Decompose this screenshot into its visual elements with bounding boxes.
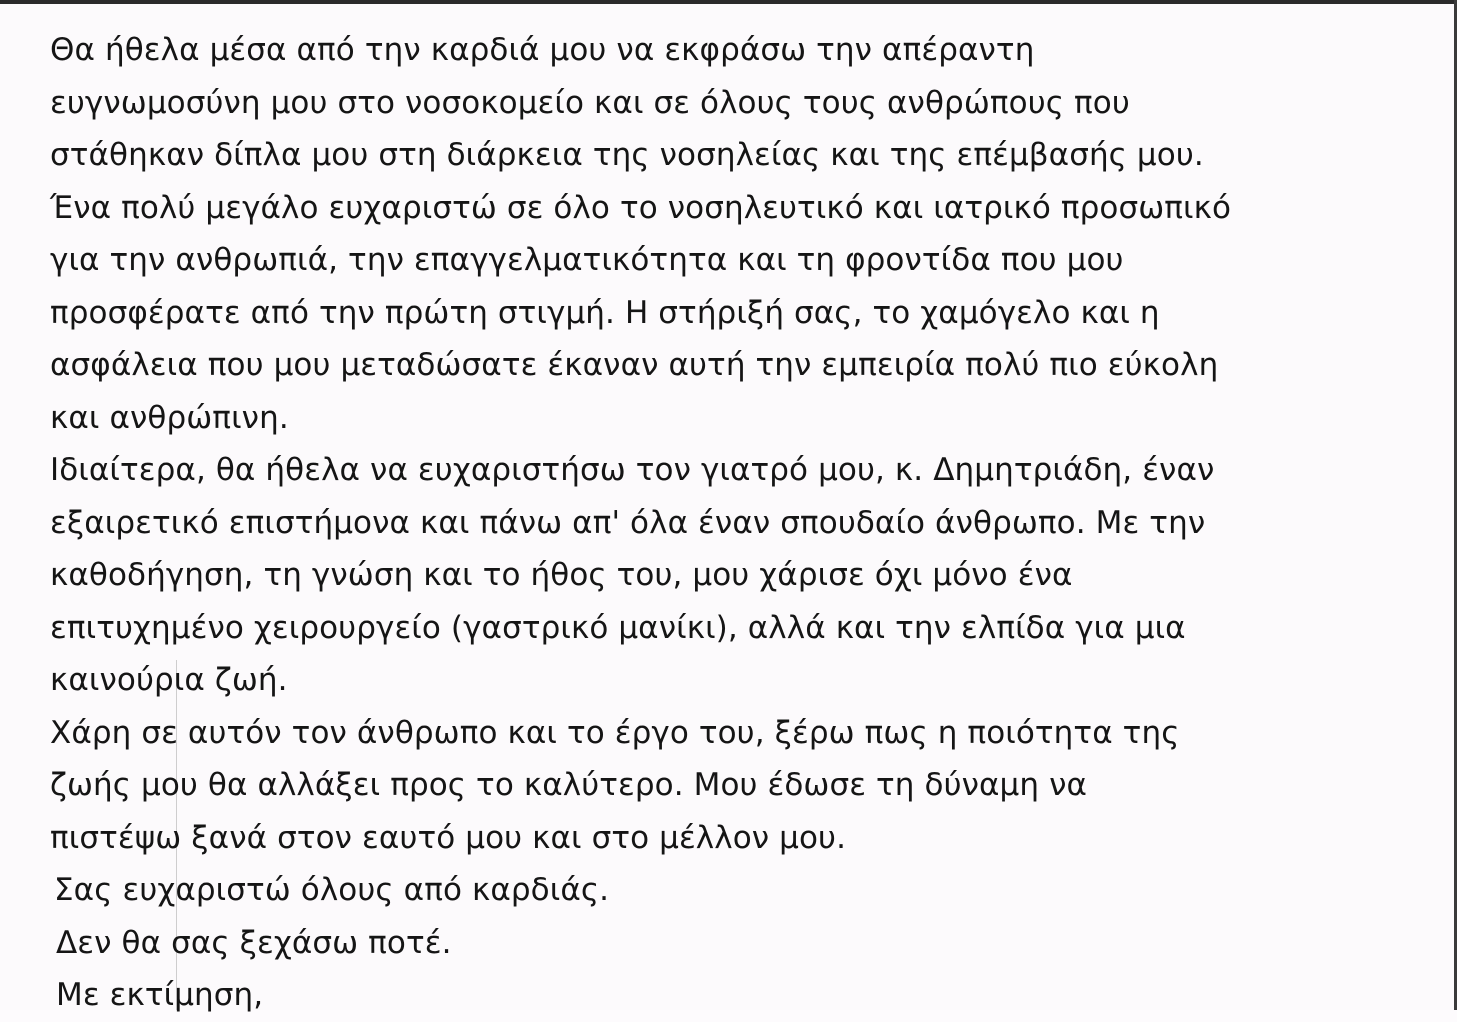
letter-line-17: Σας ευχαριστώ όλους από καρδιάς. — [54, 872, 610, 908]
letter-line-2: ευγνωμοσύνη μου στο νοσοκομείο και σε όλους τους ανθρώπους που — [50, 84, 1130, 121]
letter-line-7: ασφάλεια που μου μεταδώσατε έκαναν αυτή την εμπειρία πολύ πιο εύκολη — [50, 347, 1219, 383]
letter-line-1: Θα ήθελα μέσα από την καρδιά μου να εκφράσω την απέραντη — [50, 32, 1035, 68]
letter-closing: Με εκτίμηση, — [56, 977, 264, 1013]
letter-line-8: και ανθρώπινη. — [50, 399, 289, 436]
scan-border-top — [0, 0, 1457, 4]
letter-line-12: επιτυχημένο χειρουργείο (γαστρικό μανίκι), αλλά και την ελπίδα για μια — [50, 609, 1186, 646]
letter-line-18: Δεν θα σας ξεχάσω ποτέ. — [56, 924, 452, 961]
letter-line-5: για την ανθρωπιά, την επαγγελματικότητα και τη φροντίδα που μου — [50, 242, 1124, 278]
letter-line-6: προσφέρατε από την πρώτη στιγμή. Η στήριξή σας, το χαμόγελο και η — [50, 294, 1160, 331]
letter-line-11: καθοδήγηση, τη γνώση και το ήθος του, μου χάρισε όχι μόνο ένα — [50, 557, 1073, 593]
letter-body — [50, 24, 1440, 1022]
letter-line-14: Χάρη σε αυτόν τον άνθρωπο και το έργο του, ξέρω πως η ποιότητα της — [50, 714, 1180, 751]
letter-line-15: ζωής μου θα αλλάξει προς το καλύτερο. Μου έδωσε τη δύναμη να — [50, 767, 1088, 803]
letter-line-16: πιστέψω ξανά στον εαυτό μου και στο μέλλον μου. — [50, 819, 847, 856]
letter-line-4: Ένα πολύ μεγάλο ευχαριστώ σε όλο το νοσηλευτικό και ιατρικό προσωπικό — [50, 189, 1232, 226]
letter-line-10: εξαιρετικό επιστήμονα και πάνω απ' όλα έναν σπουδαίο άνθρωπο. Με την — [50, 504, 1206, 541]
letter-line-9: Ιδιαίτερα, θα ήθελα να ευχαριστήσω τον γιατρό μου, κ. Δημητριάδη, έναν — [50, 452, 1215, 488]
letter-line-13: καινούρια ζωή. — [50, 662, 288, 698]
letter-line-3: στάθηκαν δίπλα μου στη διάρκεια της νοσηλείας και της επέμβασής μου. — [50, 137, 1204, 173]
